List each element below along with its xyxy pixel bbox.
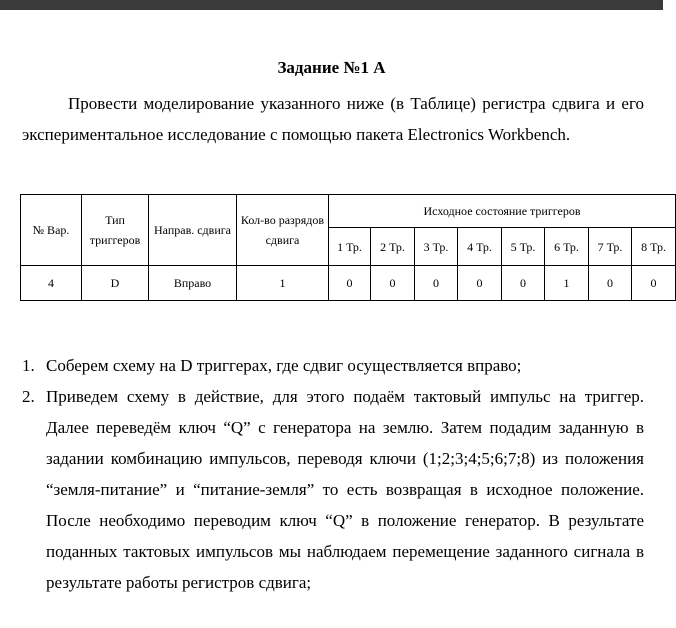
header-variant: № Вар. [21,195,82,266]
list-item [22,381,644,598]
cell-variant: 4 [21,266,82,301]
cell-state-7: 0 [589,266,632,301]
header-direction: Направ. сдвига [149,195,237,266]
header-initial-state: Исходное состояние триггеров [329,195,676,228]
header-trigger-4: 4 Тр. [458,228,502,266]
cell-state-8: 0 [632,266,676,301]
step-text: Соберем схему на D триггерах, где сдвиг осуществляется вправо; [46,356,522,375]
header-trigger-5: 5 Тр. [502,228,545,266]
step-number: 2. [22,387,35,406]
cell-state-1: 0 [329,266,371,301]
header-trigger-2: 2 Тр. [371,228,415,266]
table-row [21,266,676,301]
intro-paragraph: Провести моделирование указанного ниже (в Таблице) регистра сдвига и его экспериментальное исследование с помощью пакета Electronics Workbench. [22,94,644,144]
header-shift-bits: Кол-во разрядов сдвига [237,195,329,266]
variant-table [20,194,676,301]
header-trigger-type: Тип триггеров [82,195,149,266]
step-text: Приведем схему в действие, для этого подаём тактовый импульс на триггер. Далее переведём ключ “Q” с генератора на землю. Затем подадим заданную в задании комбинацию импульсов, переводя ключи (1;2;3;4;5;6;7;8) из положения “земля-питание” и “питание-земля” то есть возвращая в исходное положение. После необходимо переводим ключ “Q” в положение генератор. В результате поданных тактовых импульсов мы наблюдаем перемещение заданного сигнала в результате работы регистров сдвига; [46,387,644,592]
step-number: 1. [22,356,35,375]
header-trigger-3: 3 Тр. [415,228,458,266]
header-trigger-8: 8 Тр. [632,228,676,266]
steps-list [22,350,644,598]
cell-shift-bits: 1 [237,266,329,301]
cell-state-2: 0 [371,266,415,301]
header-trigger-7: 7 Тр. [589,228,632,266]
top-bar [0,0,663,10]
header-trigger-1: 1 Тр. [329,228,371,266]
cell-state-4: 0 [458,266,502,301]
header-trigger-6: 6 Тр. [545,228,589,266]
task-title: Задание №1 А [277,58,386,77]
cell-state-5: 0 [502,266,545,301]
cell-trigger-type: D [82,266,149,301]
cell-direction: Вправо [149,266,237,301]
cell-state-6: 1 [545,266,589,301]
list-item [22,350,644,381]
cell-state-3: 0 [415,266,458,301]
